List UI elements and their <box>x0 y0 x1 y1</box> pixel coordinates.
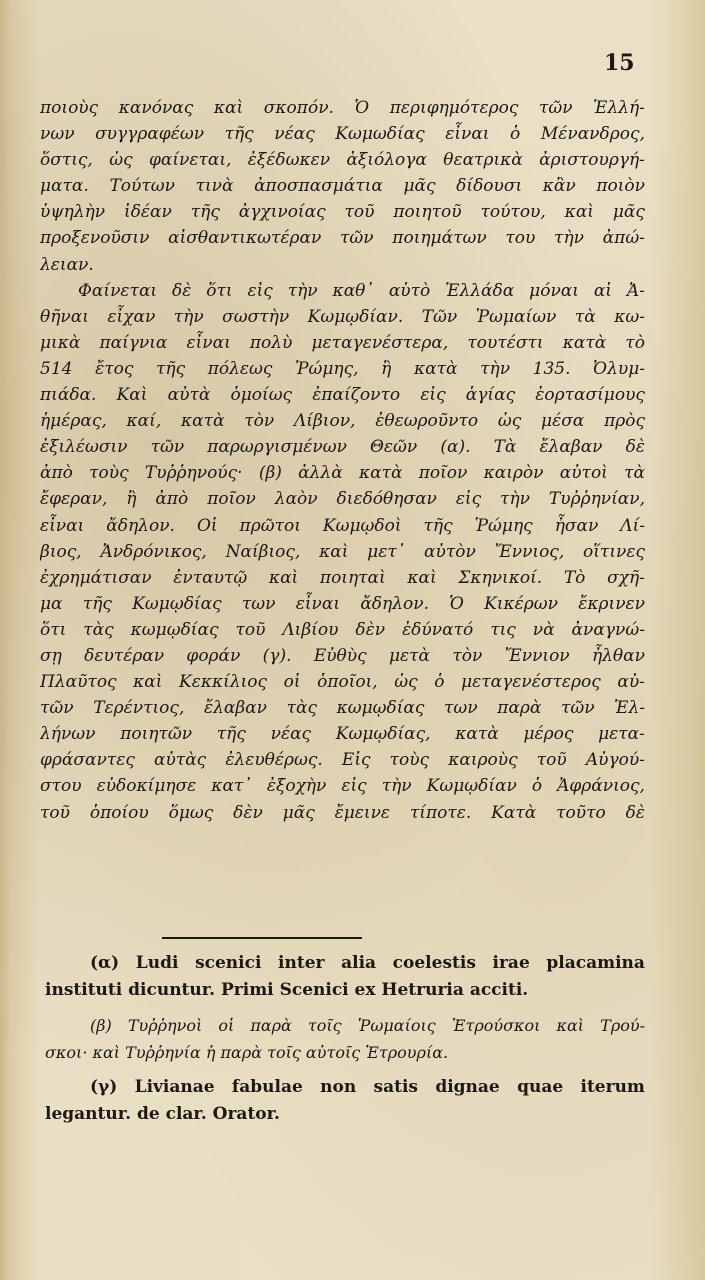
footnote-line: (α) Ludi scenici inter alia coelestis irae placamina <box>90 953 645 973</box>
text-line: 514 ἔτος τῆς πόλεως Ῥώμης, ἢ κατὰ τὴν 135. Ὀλυμ- <box>40 358 645 379</box>
text-line: ματα. Τούτων τινὰ ἀποσπασμάτια μᾶς δίδουσι κἂν ποιὸν <box>40 176 645 197</box>
text-line: στου εὐδοκίμησε κατ᾿ ἐξοχὴν εἰς τὴν Κωμῳδίαν ὁ Ἀφράνιος, <box>40 776 645 797</box>
text-line: τῶν Τερέντιος, ἔλαβαν τὰς κωμῳδίας των παρὰ τῶν Ἑλ- <box>40 698 645 719</box>
footnote-line: (β) Τυῤῥηνοὶ οἱ παρὰ τοῖς Ῥωμαίοις Ἐτρούσκοι καὶ Τρού- <box>90 1016 645 1035</box>
text-line: πιάδα. Καὶ αὐτὰ ὁμοίως ἐπαίζοντο εἰς ἁγίας ἑορτασίμους <box>40 385 645 406</box>
text-line: Πλαῦτος καὶ Κεκκίλιος οἱ ὁποῖοι, ὡς ὁ μεταγενέστερος αὐ- <box>40 672 645 693</box>
page-number: 15 <box>604 50 635 76</box>
text-line: λήνων ποιητῶν τῆς νέας Κωμῳδίας, κατὰ μέρος μετα- <box>40 724 645 745</box>
text-line: ὅτι τὰς κωμῳδίας τοῦ Λιβίου δὲν ἐδύνατό τις νὰ ἀναγνώ- <box>40 619 645 640</box>
text-line: θῆναι εἶχαν τὴν σωστὴν Κωμῳδίαν. Τῶν Ῥωμαίων τὰ κω- <box>40 306 645 327</box>
text-line: νων συγγραφέων τῆς νέας Κωμωδίας εἶναι ὁ Μένανδρος, <box>40 124 645 145</box>
text-line: τοῦ ὁποίου ὅμως δὲν μᾶς ἔμεινε τίποτε. Κατὰ τοῦτο δὲ <box>40 802 645 823</box>
footnote-alpha <box>45 950 645 1004</box>
text-line: εἶναι ἄδηλον. Οἱ πρῶτοι Κωμῳδοὶ τῆς Ῥώμης ἦσαν Λί- <box>40 515 645 536</box>
text-line: ποιοὺς κανόνας καὶ σκοπόν. Ὁ περιφημότερος τῶν Ἑλλή- <box>40 98 645 118</box>
text-line: ἀπὸ τοὺς Τυῤῥηνούς· (β) ἀλλὰ κατὰ ποῖον καιρὸν αὐτοὶ τὰ <box>40 463 645 484</box>
footnotes <box>45 950 645 1136</box>
text-line: λειαν. <box>40 254 94 275</box>
text-line: Φαίνεται δὲ ὅτι εἰς τὴν καθ᾿ αὑτὸ Ἑλλάδα μόναι αἱ Ἀ- <box>78 280 645 301</box>
text-line: ὅστις, ὡς φαίνεται, ἐξέδωκεν ἀξιόλογα θεατρικὰ ἀριστουργή- <box>40 150 645 171</box>
text-line: ἡμέρας, καί, κατὰ τὸν Λίβιον, ἐθεωροῦντο ὡς μέσα πρὸς <box>40 411 645 432</box>
text-line: μικὰ παίγνια εἶναι πολὺ μεταγενέστερα, τουτέστι κατὰ τὸ <box>40 332 645 353</box>
text-line: φράσαντες αὐτὰς ἐλευθέρως. Εἰς τοὺς καιροὺς τοῦ Αὐγού- <box>40 750 645 771</box>
text-line: σῃ δευτέραν φοράν (γ). Εὐθὺς μετὰ τὸν Ἔννιον ἦλθαν <box>40 645 645 666</box>
footnote-beta <box>45 1012 645 1066</box>
footnote-gamma <box>45 1074 645 1128</box>
footnote-line: legantur. de clar. Orator. <box>45 1104 280 1124</box>
main-text <box>40 95 645 826</box>
text-line: ὑψηλὴν ἰδέαν τῆς ἀγχινοίας τοῦ ποιητοῦ τούτου, καὶ μᾶς <box>40 202 645 223</box>
footnote-divider <box>162 937 362 939</box>
text-line: ἐξιλέωσιν τῶν παρωργισμένων Θεῶν (α). Τὰ ἔλαβαν δὲ <box>40 437 645 458</box>
text-line: ἔφεραν, ἢ ἀπὸ ποῖον λαὸν διεδόθησαν εἰς τὴν Τυῤῥηνίαν, <box>40 489 645 510</box>
footnote-line: σκοι· καὶ Τυῤῥηνία ἡ παρὰ τοῖς αὐτοῖς Ἐτρουρία. <box>45 1043 449 1062</box>
text-line: προξενοῦσιν αἰσθαντικωτέραν τῶν ποιημάτων του τὴν ἀπώ- <box>40 228 645 249</box>
text-line: ἐχρημάτισαν ἐνταυτῷ καὶ ποιηταὶ καὶ Σκηνικοί. Τὸ σχῆ- <box>40 567 645 588</box>
footnote-line: instituti dicuntur. Primi Scenici ex Hetruria acciti. <box>45 980 529 1000</box>
text-line: μα τῆς Κωμῳδίας των εἶναι ἄδηλον. Ὁ Κικέρων ἔκρινεν <box>40 593 645 614</box>
text-line: βιος, Ἀνδρόνικος, Ναίβιος, καὶ μετ᾿ αὐτὸν Ἔννιος, οἵτινες <box>40 541 645 562</box>
footnote-line: (γ) Livianae fabulae non satis dignae quae iterum <box>90 1077 645 1097</box>
page-edge-shadow <box>0 0 10 1280</box>
